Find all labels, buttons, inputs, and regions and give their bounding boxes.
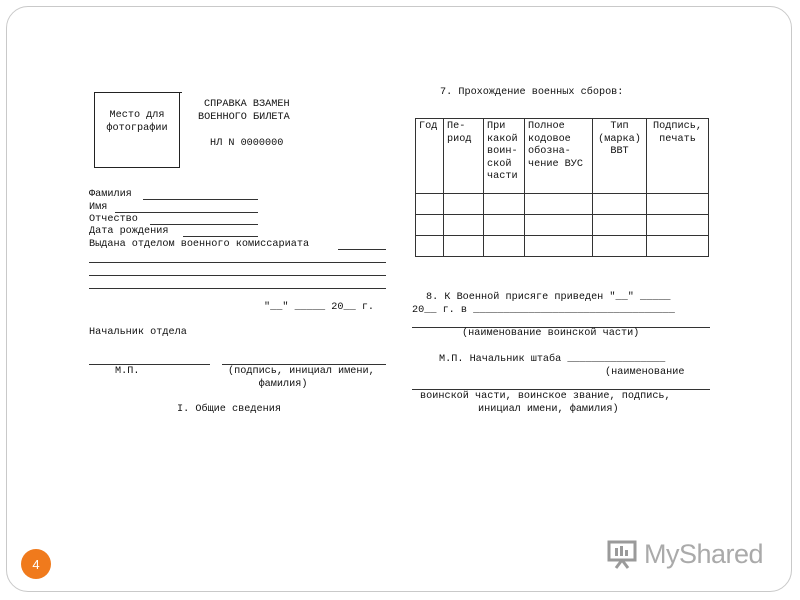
rank-caption-line2: инициал имени, фамилия) bbox=[478, 404, 619, 415]
name-line bbox=[115, 212, 258, 213]
header-weapon-type: Тип (марка) ВВТ bbox=[593, 119, 647, 194]
table-cell bbox=[444, 236, 484, 257]
chief-of-staff: М.П. Начальник штаба ________________ bbox=[439, 354, 666, 365]
unit-caption: (наименование воинской части) bbox=[462, 328, 640, 339]
rank-line bbox=[412, 389, 710, 390]
header-signature-stamp: Подпись, печать bbox=[647, 119, 709, 194]
table-cell bbox=[525, 194, 593, 215]
table-row bbox=[416, 215, 709, 236]
issued-by-line bbox=[338, 249, 386, 250]
header-vus-code: Полное кодовое обозна- чение ВУС bbox=[525, 119, 593, 194]
table-cell bbox=[593, 215, 647, 236]
oath-line1: 8. К Военной присяге приведен "__" _____ bbox=[426, 292, 671, 303]
birth-date-label: Дата рождения bbox=[89, 226, 169, 237]
issued-by-line-2 bbox=[89, 262, 386, 263]
table-cell bbox=[593, 236, 647, 257]
head-name-line bbox=[222, 364, 386, 365]
issued-by-line-4 bbox=[89, 288, 386, 289]
table-cell bbox=[416, 215, 444, 236]
issued-by-label: Выдана отделом военного комиссариата bbox=[89, 239, 310, 250]
head-of-department: Начальник отдела bbox=[89, 327, 187, 338]
signature-caption: (подпись, инициал имени, фамилия) bbox=[228, 366, 375, 390]
document-number: НЛ N 0000000 bbox=[210, 138, 284, 149]
patronymic-label: Отчество bbox=[89, 214, 138, 225]
table-row bbox=[416, 194, 709, 215]
table-cell bbox=[593, 194, 647, 215]
surname-label: Фамилия bbox=[89, 189, 132, 200]
patronymic-line bbox=[150, 224, 258, 225]
table-header-row bbox=[416, 119, 709, 194]
issued-by-line-3 bbox=[89, 275, 386, 276]
presentation-board-icon bbox=[606, 539, 640, 569]
logo-text: MyShared bbox=[644, 538, 764, 569]
table-cell bbox=[647, 236, 709, 257]
header-year: Год bbox=[416, 119, 444, 194]
header-unit: При какой воин- ской части bbox=[484, 119, 525, 194]
stamp-label: М.П. bbox=[115, 366, 140, 377]
table-row bbox=[416, 236, 709, 257]
table-cell bbox=[416, 194, 444, 215]
rank-caption-line1: воинской части, воинское звание, подпись, bbox=[420, 391, 671, 402]
table-cell bbox=[444, 215, 484, 236]
naming-caption: (наименование bbox=[605, 367, 685, 378]
header-period: Пе- риод bbox=[444, 119, 484, 194]
oath-line2: 20__ г. в _________________________________ bbox=[412, 305, 675, 316]
section-general-info: I. Общие сведения bbox=[177, 404, 281, 415]
head-signature-line bbox=[89, 364, 210, 365]
table-cell bbox=[444, 194, 484, 215]
table-cell bbox=[525, 236, 593, 257]
table-cell bbox=[484, 194, 525, 215]
table-cell bbox=[647, 215, 709, 236]
table-cell bbox=[484, 215, 525, 236]
military-training-table bbox=[415, 118, 709, 257]
table-cell bbox=[525, 215, 593, 236]
myshared-logo bbox=[606, 538, 763, 570]
table-cell bbox=[484, 236, 525, 257]
section7-title: 7. Прохождение военных сборов: bbox=[440, 87, 624, 98]
photo-place-label: Место для фотографии bbox=[106, 110, 168, 134]
issue-date: "__" _____ 20__ г. bbox=[264, 302, 375, 313]
document-title-line2: ВОЕННОГО БИЛЕТА bbox=[198, 112, 290, 123]
table-cell bbox=[416, 236, 444, 257]
table-cell bbox=[647, 194, 709, 215]
surname-line bbox=[143, 199, 258, 200]
photo-placeholder bbox=[94, 92, 180, 168]
page-number-badge bbox=[21, 549, 51, 579]
document-title-line1: СПРАВКА ВЗАМЕН bbox=[204, 99, 290, 110]
page-number: 4 bbox=[32, 556, 40, 572]
name-label: Имя bbox=[89, 202, 108, 213]
birth-date-line bbox=[183, 236, 258, 237]
